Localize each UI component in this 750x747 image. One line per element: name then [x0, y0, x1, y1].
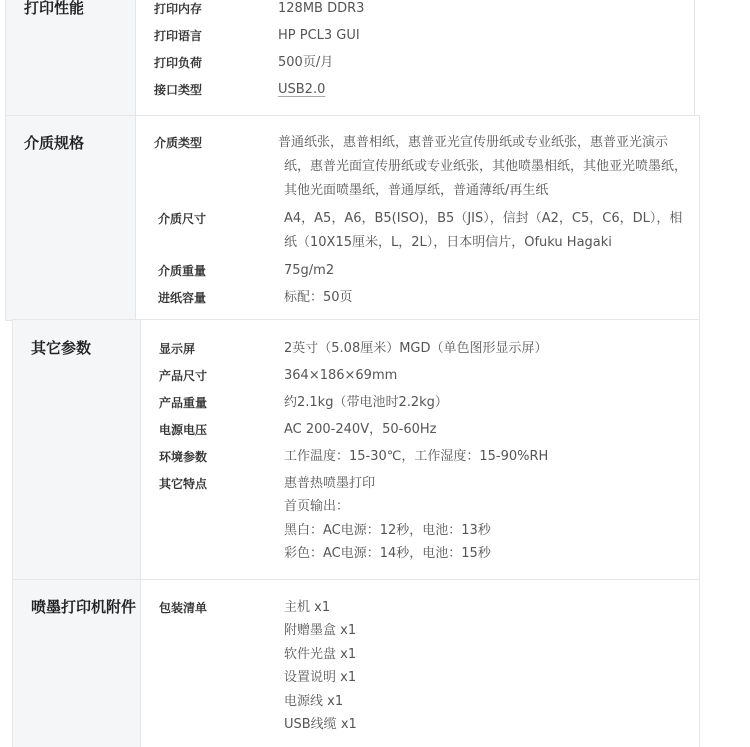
spec-value: 2英寸（5.08厘米）MGD（单色图形显示屏） [284, 341, 548, 356]
section-media-specs [5, 115, 700, 321]
package-list-item: 电源线 x1 [284, 694, 344, 709]
package-list-item: 软件光盘 x1 [284, 647, 357, 662]
section-left-column [13, 320, 141, 579]
spec-value: 500页/月 [278, 55, 334, 70]
section-title-print-performance: 打印性能 [24, 0, 85, 17]
spec-label: 打印内存 [154, 2, 203, 16]
spec-label: 介质重量 [158, 264, 207, 278]
section-title-other-params: 其它参数 [31, 339, 92, 357]
package-list-item: 设置说明 x1 [284, 670, 357, 685]
spec-label: 打印负荷 [154, 56, 203, 70]
spec-value: 75g/m2 [284, 263, 335, 278]
spec-label: 介质类型 [154, 136, 203, 150]
spec-label: 环境参数 [159, 450, 208, 464]
spec-value-line: 其他光面喷墨纸，普通厚纸，普通薄纸/再生纸 [284, 183, 549, 198]
spec-value: AC 200-240V，50-60Hz [284, 422, 437, 437]
spec-label: 接口类型 [154, 83, 203, 97]
section-accessories [12, 579, 700, 747]
package-list-item: 附赠墨盒 x1 [284, 623, 357, 638]
section-other-params [12, 319, 700, 580]
spec-value-line: 黑白：AC电源：12秒，电池：13秒 [284, 523, 491, 538]
section-title-accessories: 喷墨打印机附件 [31, 598, 137, 616]
spec-value: 工作温度：15-30℃，工作湿度：15-90%RH [284, 449, 549, 464]
spec-label: 进纸容量 [158, 291, 207, 305]
spec-value: 128MB DDR3 [278, 1, 365, 16]
spec-value-line: 普通纸张，惠普相纸，惠普亚光宣传册纸或专业纸张，惠普亚光演示 [278, 135, 669, 150]
spec-label: 显示屏 [159, 342, 196, 356]
section-title-media-specs: 介质规格 [24, 134, 85, 152]
spec-value: 标配：50页 [284, 290, 353, 305]
spec-label: 产品重量 [159, 396, 208, 410]
spec-label: 介质尺寸 [158, 212, 207, 226]
spec-value-line: 彩色：AC电源：14秒，电池：15秒 [284, 546, 491, 561]
spec-value: USB2.0 [278, 82, 326, 97]
spec-label: 包装清单 [159, 601, 208, 615]
spec-label: 电源电压 [159, 423, 208, 437]
spec-value: HP PCL3 GUI [278, 28, 360, 43]
spec-value: 364×186×69mm [284, 368, 398, 383]
spec-label: 其它特点 [159, 477, 208, 491]
spec-value: 约2.1kg（带电池时2.2kg） [284, 395, 448, 410]
spec-value-line: 首页输出： [284, 499, 350, 514]
spec-label: 打印语言 [154, 29, 203, 43]
package-list-item: 主机 x1 [284, 600, 331, 615]
spec-value-line: 惠普热喷墨打印 [284, 476, 376, 491]
section-left-column [6, 0, 136, 115]
section-print-performance [5, 0, 695, 116]
spec-value-line: 纸（10X15厘米，L，2L），日本明信片，Ofuku Hagaki [284, 235, 612, 250]
package-list-item: USB线缆 x1 [284, 717, 357, 732]
spec-label: 产品尺寸 [159, 369, 208, 383]
spec-value-line: A4，A5，A6，B5(ISO)，B5（JIS），信封（A2，C5，C6，DL），相 [284, 211, 683, 226]
spec-value-line: 纸，惠普光面宣传册纸或专业纸张，其他喷墨相纸，其他亚光喷墨纸， [284, 159, 688, 174]
